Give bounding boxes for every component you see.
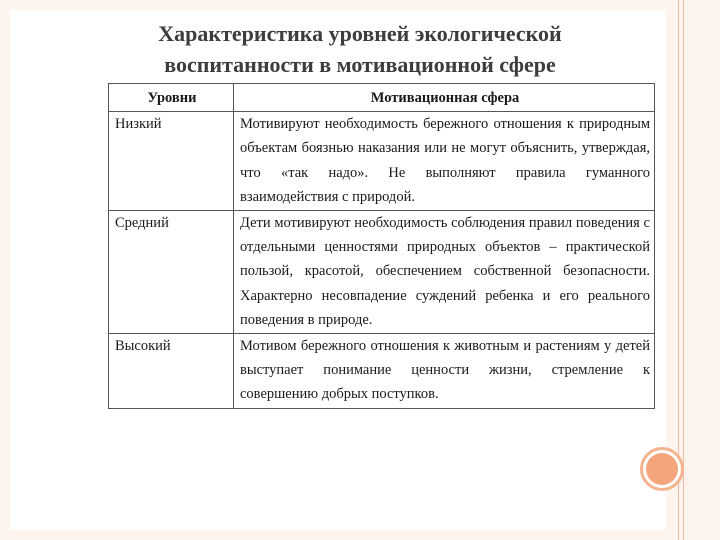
- level-cell: Средний: [109, 211, 234, 334]
- title-line-1: Характеристика уровней экологической: [158, 21, 562, 46]
- slide-frame-top: [0, 0, 720, 10]
- table-header-row: [109, 84, 655, 112]
- frame-line: [683, 0, 684, 540]
- table-row: [109, 112, 655, 211]
- description-cell: Мотивируют необходимость бережного отношения к природным объектам боязнью наказания или не могут объяснить, утверждая, что «так надо». Не выполняют правила гуманного взаимодействия с природой.: [234, 112, 655, 211]
- description-cell: Мотивом бережного отношения к животным и растениям у детей выступает понимание ценности жизни, стремление к совершению добрых поступков.: [234, 334, 655, 409]
- decorative-dot-icon: [646, 453, 678, 485]
- slide-frame-bottom: [0, 530, 720, 540]
- header-motivation: Мотивационная сфера: [234, 84, 655, 112]
- table-row: [109, 334, 655, 409]
- description-cell: Дети мотивируют необходимость соблюдения правил поведения с отдельными ценностями природных объектов – практической пользой, красотой, обеспечением собственной безопасности. Характерно несовпадение суждений ребенка и его реального поведения в природе.: [234, 211, 655, 334]
- levels-table: [108, 83, 655, 409]
- header-levels: Уровни: [109, 84, 234, 112]
- slide-title: [40, 18, 680, 80]
- level-cell: Высокий: [109, 334, 234, 409]
- slide-frame-left: [0, 0, 10, 540]
- table-row: [109, 211, 655, 334]
- title-line-2: воспитанности в мотивационной сфере: [164, 52, 556, 77]
- level-cell: Низкий: [109, 112, 234, 211]
